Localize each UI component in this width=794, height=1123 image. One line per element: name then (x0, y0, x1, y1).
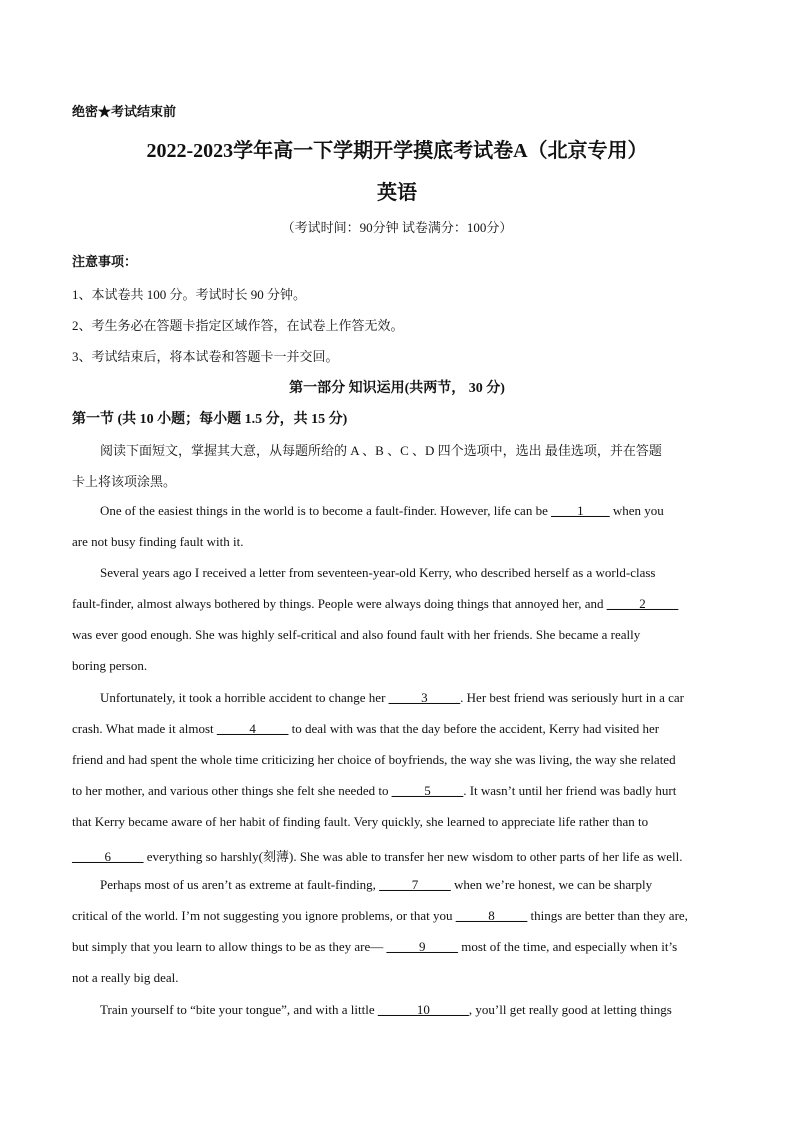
notice-item: 2、考生务必在答题卡指定区域作答，在试卷上作答无效。 (72, 318, 404, 333)
page-title: 2022-2023学年高一下学期开学摸底考试卷A（北京专用） (146, 140, 648, 162)
confidential-label: 绝密★考试结束前 (72, 104, 177, 119)
passage-line: fault-finder, almost always bothered by things. People were always doing things that annoyed her, and _____2_____ (72, 596, 679, 611)
passage-line: was ever good enough. She was highly self-critical and also found fault with her friends. She became a really (72, 627, 641, 642)
passage-line: not a really big deal. (72, 970, 179, 985)
passage-line: critical of the world. I’m not suggesting you ignore problems, or that you _____8_____ things are better than they are, (72, 908, 688, 923)
blank-7: _____7_____ (379, 877, 451, 892)
notice-item: 1、本试卷共 100 分。考试时长 90 分钟。 (72, 287, 307, 302)
part-title: 第一部分 知识运用(共两节， 30 分) (289, 381, 505, 396)
blank-3: _____3_____ (388, 690, 461, 705)
passage-line: One of the easiest things in the world is to become a fault-finder. However, life can be ____1____ when you (100, 503, 664, 518)
passage-line: friend and had spent the whole time criticizing her choice of boyfriends, the way she was living, the way she related (72, 752, 676, 767)
blank-1: ____1____ (551, 503, 610, 518)
blank-9: _____9_____ (386, 939, 458, 954)
section-title: 第一节 (共 10 小题；每小题 1.5 分，共 15 分) (72, 412, 348, 427)
subject-title: 英语 (377, 182, 417, 204)
passage-line: are not busy finding fault with it. (72, 534, 244, 549)
passage-line: but simply that you learn to allow things to be as they are— _____9_____ most of the time, and especially when it’s (72, 939, 678, 954)
passage-line: Perhaps most of us aren’t as extreme at fault-finding, _____7_____ when we’re honest, we can be sharply (100, 877, 653, 892)
passage-line: to her mother, and various other things she felt she needed to _____5_____. It wasn’t until her friend was badly hurt (72, 783, 677, 798)
notice-item: 3、考试结束后，将本试卷和答题卡一并交回。 (72, 349, 339, 364)
instruction-line: 卡上将该项涂黑。 (72, 474, 177, 489)
blank-10: ______10______ (377, 1002, 469, 1017)
blank-4: _____4_____ (216, 721, 289, 736)
notice-heading: 注意事项： (72, 254, 138, 269)
blank-5: _____5_____ (391, 783, 464, 798)
blank-6: _____6_____ (72, 849, 144, 864)
passage-line: Train yourself to “bite your tongue”, and with a little ______10______, you’ll get really good at letting things (100, 1002, 672, 1017)
blank-8: _____8_____ (455, 908, 528, 923)
blank-2: _____2_____ (606, 596, 679, 611)
passage-line: Several years ago I received a letter from seventeen-year-old Kerry, who described herself as a world-class (100, 565, 656, 580)
passage-line: Unfortunately, it took a horrible accident to change her _____3_____. Her best friend was seriously hurt in a car (100, 690, 684, 705)
passage-line: _____6_____ everything so harshly(刻薄). She was able to transfer her new wisdom to other parts of her life as well. (72, 849, 683, 864)
passage-line: crash. What made it almost _____4_____ to deal with was that the day before the accident, Kerry had visited her (72, 721, 660, 736)
passage-line: that Kerry became aware of her habit of finding fault. Very quickly, she learned to appreciate life rather than to (72, 814, 649, 829)
exam-info: （考试时间：90分钟 试卷满分：100分） (281, 220, 513, 235)
passage-line: boring person. (72, 658, 148, 673)
instruction-line: 阅读下面短文，掌握其大意，从每题所给的 A 、B 、C 、D 四个选项中，选出 最佳选项，并在答题 (100, 443, 662, 458)
